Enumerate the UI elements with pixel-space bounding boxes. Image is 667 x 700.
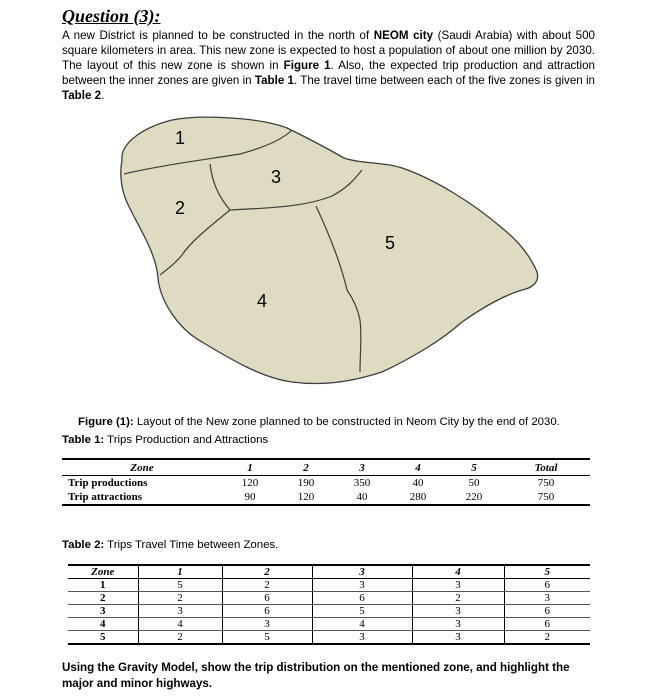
intro-paragraph: A new District is planned to be constructed in the north of NEOM city (Saudi Arabia) with about 500 square kilometers in area. This new zone is expected to host a population of about one million by 2030. The layout of this new zone is shown in Figure 1. Also, the expected trip production and attraction between the inner zones are given in Table 1. The travel time between each of the five zones is given in Table 2. — [62, 29, 596, 102]
table-cell: 6 — [222, 605, 312, 618]
table-row — [68, 605, 590, 618]
table-cell: 750 — [502, 490, 590, 505]
question-title: Question (3): — [62, 6, 161, 26]
table-header: 4 — [412, 565, 504, 579]
table-cell: 6 — [312, 592, 412, 605]
table-cell: 3 — [412, 605, 504, 618]
table-header: 3 — [312, 565, 412, 579]
table-cell: 220 — [446, 490, 502, 505]
table-header: Zone — [68, 565, 138, 579]
table-cell: 280 — [390, 490, 446, 505]
table-cell: 6 — [222, 592, 312, 605]
zone-label-2: 2 — [174, 198, 186, 218]
table-header: 5 — [446, 459, 502, 476]
table-cell: 2 — [222, 579, 312, 592]
row-label: Trip productions — [68, 477, 148, 489]
figure-ref: Figure 1 — [283, 59, 331, 72]
table-cell: 2 — [412, 592, 504, 605]
table-header: 2 — [222, 565, 312, 579]
table2-caption: Table 2: Trips Travel Time between Zones. — [62, 539, 279, 551]
table-cell: 4 — [312, 618, 412, 631]
table-cell: 3 — [138, 605, 222, 618]
table1-ref: Table 1 — [254, 74, 294, 87]
table-cell: 350 — [353, 477, 371, 489]
zone-layout-map — [62, 110, 562, 410]
table-cell: 40 — [412, 477, 424, 489]
table-cell: 120 — [241, 477, 259, 489]
table-header: 3 — [334, 459, 390, 476]
zone-label-3: 3 — [270, 167, 282, 187]
table-cell: 3 — [412, 579, 504, 592]
table-cell: 3 — [504, 592, 590, 605]
table-cell: 4 — [138, 618, 222, 631]
table-header: 1 — [222, 459, 278, 476]
zone-label-4: 4 — [256, 291, 268, 311]
table-header: 5 — [504, 565, 590, 579]
city-name: NEOM city — [373, 29, 434, 42]
table-cell: 5 — [312, 605, 412, 618]
table-cell: 2 — [138, 592, 222, 605]
table-cell: 3 — [312, 579, 412, 592]
table-cell: 3 — [222, 618, 312, 631]
table-cell: 50 — [468, 477, 480, 489]
table-cell: 5 — [222, 631, 312, 645]
table-row — [68, 631, 590, 645]
table-cell: 3 — [412, 618, 504, 631]
table-row — [68, 592, 590, 605]
table-cell: 90 — [222, 490, 278, 505]
zone-cell: 1 — [68, 579, 138, 592]
table-row — [62, 490, 590, 505]
zone-label-5: 5 — [384, 233, 396, 253]
table-header: 2 — [278, 459, 334, 476]
trips-production-attraction-table — [62, 458, 590, 506]
table-cell: 6 — [504, 618, 590, 631]
table-row — [68, 579, 590, 592]
zone-cell: 4 — [68, 618, 138, 631]
zone-cell: 3 — [68, 605, 138, 618]
table-header: 4 — [390, 459, 446, 476]
zone-cell: 5 — [68, 631, 138, 645]
table1-caption: Table 1: Trips Production and Attractions — [62, 434, 269, 446]
table-cell: 2 — [504, 631, 590, 645]
table-cell: 190 — [297, 477, 315, 489]
table-cell: 5 — [138, 579, 222, 592]
table-cell: 6 — [504, 579, 590, 592]
table-cell: 120 — [278, 490, 334, 505]
table-cell: 40 — [334, 490, 390, 505]
travel-time-table — [68, 564, 590, 645]
table-cell: 3 — [312, 631, 412, 645]
table-header: 1 — [138, 565, 222, 579]
district-outline — [121, 117, 538, 383]
table-header: Total — [502, 459, 590, 476]
table-header-row — [62, 459, 590, 476]
zone-label-1: 1 — [174, 128, 186, 148]
figure-caption: Figure (1): Layout of the New zone planned to be constructed in Neom City by the end of 2030. — [78, 416, 560, 428]
zone-cell: 2 — [68, 592, 138, 605]
table-cell: 6 — [504, 605, 590, 618]
table-row — [68, 618, 590, 631]
table-cell: 3 — [412, 631, 504, 645]
closing-instruction: Using the Gravity Model, show the trip distribution on the mentioned zone, and highlight the major and minor highways. — [62, 661, 570, 690]
table-header: Zone — [62, 459, 222, 476]
table-row — [62, 476, 590, 491]
table2-ref: Table 2 — [62, 89, 102, 102]
row-label: Trip attractions — [62, 490, 222, 505]
table-cell: 2 — [138, 631, 222, 645]
table-cell: 750 — [537, 477, 555, 489]
table-header-row — [68, 565, 590, 579]
